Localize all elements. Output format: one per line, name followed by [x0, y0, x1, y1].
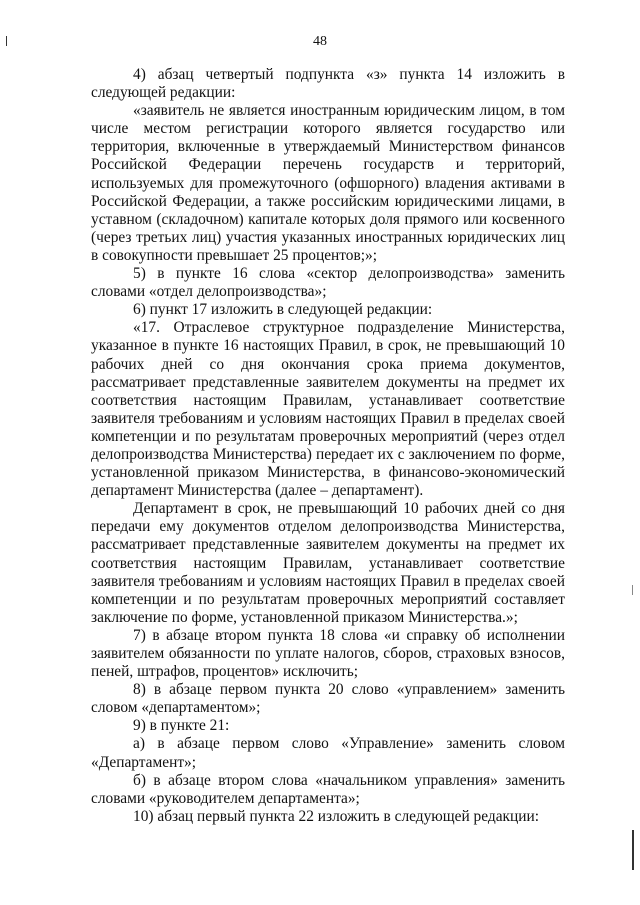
paragraph-item-10: 10) абзац первый пункта 22 изложить в следующей редакции:	[133, 807, 540, 825]
paragraph-item-9b: б) в абзаце втором слова «начальником управления» заменить словами «руководителем департамента»;	[91, 771, 565, 807]
scan-edge-mark-right	[632, 830, 634, 870]
paragraph-item-9: 9) в пункте 21:	[133, 717, 230, 735]
paragraph-applicant-definition: «заявитель не является иностранным юридическим лицом, в том числе местом регистрации которого является государство или территория, включенные в утверждаемый Министерством финансов Российской Федерации перечень государств и территорий, используемых для промежуточного (офшорного) владения активами в Российской Федерации, а также российским юридическими лицами, в уставном (складочном) капитале которых доля прямого или косвенного (через третьих лиц) участия указанных иностранных юридических лиц в совокупности превышает 25 процентов;»;	[91, 102, 565, 264]
paragraph-item-5: 5) в пункте 16 слова «сектор делопроизводства» заменить словами «отдел делопроизводства»;	[91, 265, 565, 301]
paragraph-item-9a: а) в абзаце первом слово «Управление» заменить словом «Департамент»;	[91, 735, 565, 771]
scan-edge-mark-left	[6, 36, 7, 46]
document-body	[91, 66, 565, 826]
paragraph-rule-17: «17. Отраслевое структурное подразделение Министерства, указанное в пункте 16 настоящих Правил, в срок, не превышающий 10 рабочих дней со дня окончания срока приема документов, рассматривает представленные заявителем документы на предмет их соответствия настоящим Правилам, устанавливает соответствие заявителя требованиям и условиям настоящих Правил в пределах своей компетенции и по результатам проверочных мероприятий (через отдел делопроизводства Министерства) передает их с заключением по форме, установленной приказом Министерства, в финансово-экономический департамент Министерства (далее – департамент).	[91, 319, 565, 500]
paragraph-item-4: 4) абзац четвертый подпункта «з» пункта 14 изложить в следующей редакции:	[91, 66, 565, 102]
paragraph-department-review: Департамент в срок, не превышающий 10 рабочих дней со дня передачи ему документов отделом делопроизводства Министерства, рассматривает представленные заявителем документы на предмет их соответствия настоящим Правилам, устанавливает соответствие заявителя требованиям и условиям настоящих Правил в пределах своей компетенции и по результатам проверочных мероприятий составляет заключение по форме, установленной приказом Министерства.»;	[91, 500, 565, 626]
scan-edge-mark-right-small	[632, 585, 633, 595]
paragraph-item-8: 8) в абзаце первом пункта 20 слово «управлением» заменить словом «департаментом»;	[91, 681, 565, 717]
paragraph-item-6: 6) пункт 17 изложить в следующей редакции:	[133, 301, 433, 319]
page-number: 48	[313, 34, 327, 49]
paragraph-item-7: 7) в абзаце втором пункта 18 слова «и справку об исполнении заявителем обязанности по уплате налогов, сборов, страховых взносов, пеней, штрафов, процентов» исключить;	[91, 626, 565, 681]
